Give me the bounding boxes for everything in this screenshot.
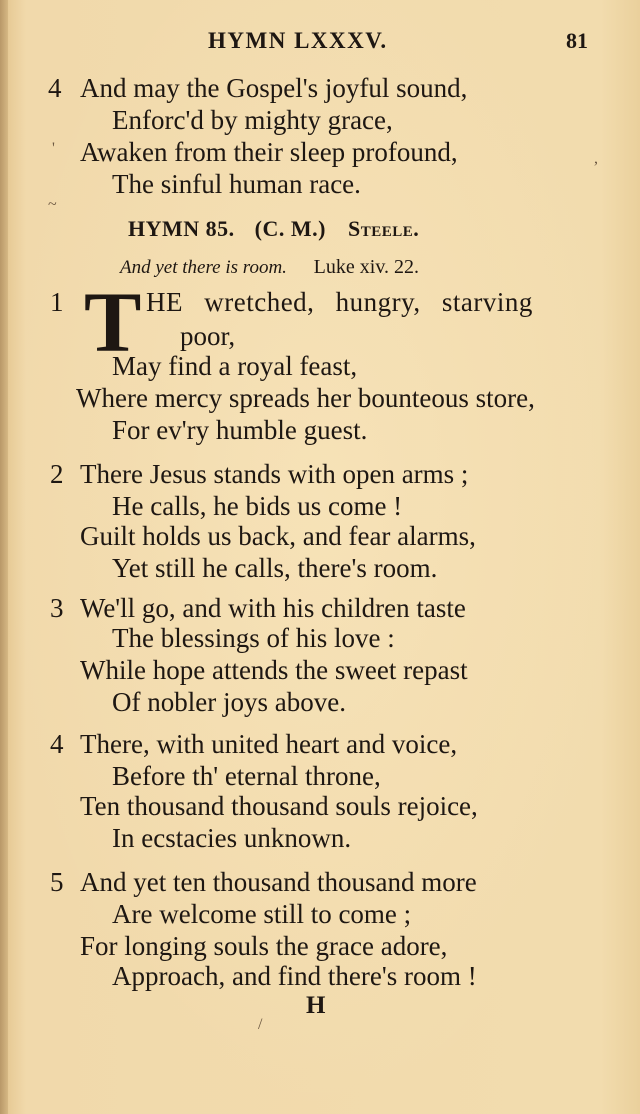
- verse-line: In ecstacies unknown.: [112, 823, 352, 853]
- drop-cap: T: [84, 274, 142, 370]
- verse-line: Before th' eternal throne,: [112, 761, 381, 791]
- verse-line: Ten thousand thousand souls rejoice,: [80, 791, 478, 821]
- stanza-number: 2: [50, 459, 64, 489]
- stray-mark-icon: ': [52, 140, 55, 157]
- verse-line: And may the Gospel's joyful sound,: [80, 73, 468, 103]
- stanza-number: 4: [50, 729, 64, 759]
- verse-line: For longing souls the grace adore,: [80, 931, 448, 961]
- hymn-author: Steele.: [347, 216, 420, 241]
- verse-line: Guilt holds us back, and fear alarms,: [80, 521, 476, 551]
- verse-line: The blessings of his love :: [112, 623, 395, 653]
- hymn-heading: [128, 216, 419, 242]
- signature-mark: H: [306, 992, 326, 1019]
- stanza-number: 5: [50, 867, 64, 897]
- running-title: HYMN LXXXV.: [208, 28, 388, 53]
- verse-line: For ev'ry humble guest.: [112, 415, 368, 445]
- verse-line: Are welcome still to come ;: [112, 899, 412, 929]
- verse-line: Of nobler joys above.: [112, 687, 346, 717]
- verse-line: Enforc'd by mighty grace,: [112, 105, 393, 135]
- running-head: [0, 28, 640, 58]
- stray-mark-icon: ~: [48, 196, 57, 213]
- verse-line: There Jesus stands with open arms ;: [80, 459, 469, 489]
- verse-line: poor,: [180, 321, 236, 351]
- verse-line: We'll go, and with his children taste: [80, 593, 466, 623]
- verse-line: Yet still he calls, there's room.: [112, 553, 438, 583]
- verse-line: He calls, he bids us come !: [112, 491, 403, 521]
- page-number: 81: [566, 28, 588, 53]
- verse-line: May find a royal feast,: [112, 351, 358, 381]
- epigraph: [120, 256, 419, 279]
- stanza-number: 1: [50, 287, 64, 317]
- page-binding-edge: [0, 0, 8, 1114]
- hymn-meter: (C. M.): [254, 216, 326, 241]
- verse-line: Where mercy spreads her bounteous store,: [76, 383, 535, 413]
- verse-line: Awaken from their sleep profound,: [80, 137, 458, 167]
- verse-line: And yet ten thousand thousand more: [80, 867, 477, 897]
- stanza-number: 4: [48, 73, 62, 103]
- stray-mark-icon: ,: [594, 150, 598, 167]
- epigraph-quote: And yet there is room.: [120, 257, 287, 278]
- verse-line: The sinful human race.: [112, 169, 361, 199]
- verse-line: HE wretched, hungry, starving: [146, 287, 533, 317]
- stanza-number: 3: [50, 593, 64, 623]
- hymn-title: HYMN 85.: [128, 216, 235, 241]
- verse-line: While hope attends the sweet repast: [80, 655, 468, 685]
- verse-line: There, with united heart and voice,: [80, 729, 458, 759]
- epigraph-reference: Luke xiv. 22.: [313, 256, 420, 278]
- stray-mark-icon: /: [258, 1016, 263, 1033]
- verse-line: Approach, and find there's room !: [112, 961, 477, 991]
